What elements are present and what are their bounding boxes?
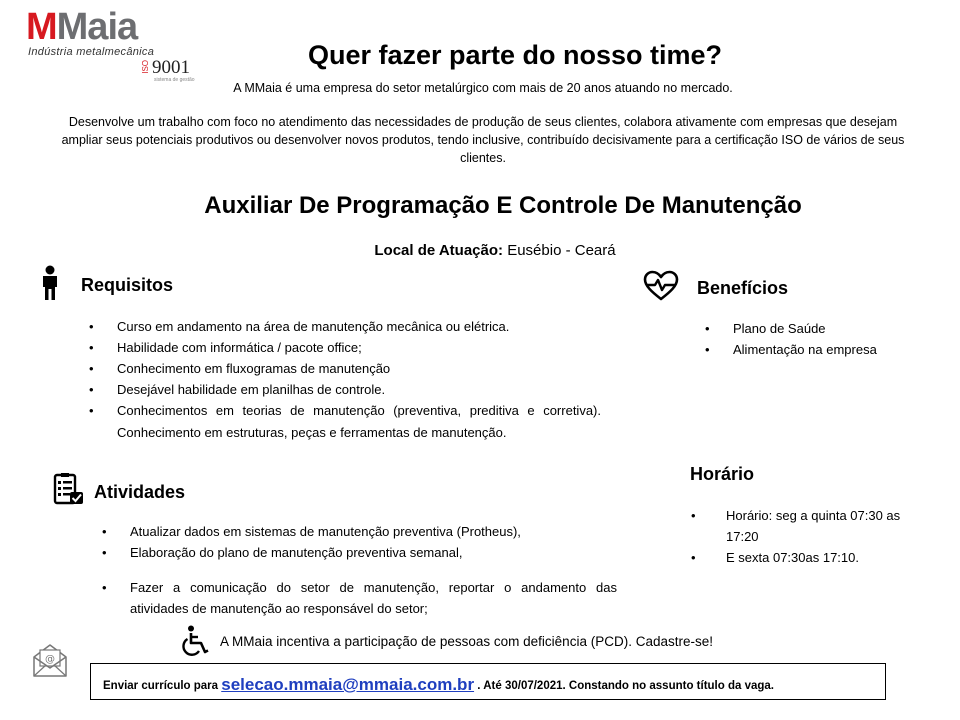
footer-suffix: . Até 30/07/2021. Constando no assunto título da vaga. xyxy=(477,680,774,692)
logo-subtitle: Indústria metalmecânica xyxy=(28,46,155,58)
wheelchair-icon xyxy=(181,625,211,657)
company-intro: A MMaia é uma empresa do setor metalúrgico com mais de 20 anos atuando no mercado. xyxy=(233,81,733,95)
list-item: • Atualizar dados em sistemas de manutenção preventiva (Protheus), xyxy=(102,521,617,542)
list-item: • Desejável habilidade em planilhas de controle. xyxy=(89,379,601,400)
requisitos-heading: Requisitos xyxy=(81,275,174,295)
beneficios-list xyxy=(705,318,925,360)
list-item: • Alimentação na empresa xyxy=(705,339,925,360)
logo-wordmark: MMaia xyxy=(26,6,138,48)
requisitos-list xyxy=(89,316,601,444)
list-item: • Elaboração do plano de manutenção preventiva semanal, xyxy=(102,542,617,563)
list-item: • Conhecimento em fluxogramas de manutenção xyxy=(89,358,601,379)
location-label: Local de Atuação: xyxy=(374,242,504,259)
person-icon xyxy=(37,265,63,301)
page-title: Quer fazer parte do nosso time? xyxy=(307,40,723,70)
horario-list xyxy=(691,505,911,568)
list-item: • Conhecimentos em teorias de manutenção (preventiva, preditiva e corretiva). Conhecimento em estruturas, peças e ferramentas de manutenção. xyxy=(89,400,601,444)
list-item: • E sexta 07:30as 17:10. xyxy=(691,547,911,568)
footer-prefix: Enviar currículo para xyxy=(103,680,219,692)
application-info-box xyxy=(90,663,886,700)
pcd-note: A MMaia incentiva a participação de pessoas com deficiência (PCD). Cadastre-se! xyxy=(220,634,713,649)
application-instructions xyxy=(103,675,774,695)
list-item: • Plano de Saúde xyxy=(705,318,925,339)
horario-heading: Horário xyxy=(690,464,755,484)
list-item: • Horário: seg a quinta 07:30 as 17:20 xyxy=(691,505,911,547)
job-location xyxy=(0,242,960,259)
atividades-list xyxy=(102,521,617,619)
iso-badge: ISO 9001 sistema de gestão xyxy=(141,57,195,83)
svg-text:@: @ xyxy=(45,654,55,665)
location-value: Eusébio - Ceará xyxy=(507,242,616,259)
beneficios-heading: Benefícios xyxy=(697,278,789,298)
checklist-icon xyxy=(53,472,85,506)
list-item: • Curso em andamento na área de manutenção mecânica ou elétrica. xyxy=(89,316,601,337)
list-item: • Fazer a comunicação do setor de manutenção, reportar o andamento das atividades de manutenção ao responsável do setor; xyxy=(102,577,617,619)
company-description: Desenvolve um trabalho com foco no atendimento das necessidades de produção de seus clientes, colabora ativamente com empresas que desejam ampliar seus potenciais produtivos ou desenvolver novos produtos, tendo inclusive, contribuído decisivamente para a certificação ISO de vários de seus clientes. xyxy=(61,115,905,165)
heart-pulse-icon xyxy=(643,270,679,302)
email-link[interactable]: selecao.mmaia@mmaia.com.br xyxy=(221,675,475,694)
list-item: • Habilidade com informática / pacote office; xyxy=(89,337,601,358)
atividades-heading: Atividades xyxy=(94,482,186,502)
job-title: Auxiliar De Programação E Controle De Manutenção xyxy=(204,192,802,219)
email-envelope-icon xyxy=(31,641,69,679)
